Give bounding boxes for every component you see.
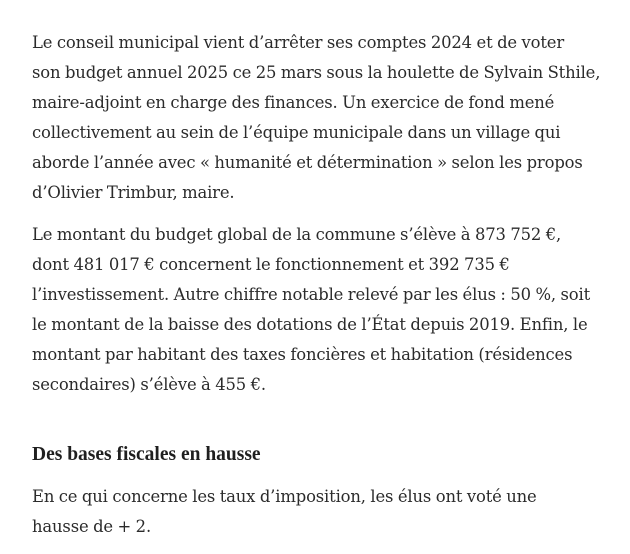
text-line: Le montant du budget global de la commune s’élève à 873 752 €, xyxy=(32,225,562,244)
text-line: le montant de la baisse des dotations de l’État depuis 2019. Enfin, le xyxy=(32,315,588,334)
text-line: hausse de + 2. xyxy=(32,517,152,536)
article-paragraph-3 xyxy=(32,482,592,542)
text-line: d’Olivier Trimbur, maire. xyxy=(32,183,235,202)
text-line: son budget annuel 2025 ce 25 mars sous la houlette de Sylvain Sthile, xyxy=(32,63,601,82)
text-line: l’investissement. Autre chiffre notable relevé par les élus : 50 %, soit xyxy=(32,285,591,304)
article-paragraph-2 xyxy=(32,220,592,400)
text-line: aborde l’année avec « humanité et détermination » selon les propos xyxy=(32,153,583,172)
text-line: En ce qui concerne les taux d’imposition, les élus ont voté une xyxy=(32,487,537,506)
text-line: montant par habitant des taxes foncières et habitation (résidences xyxy=(32,345,573,364)
text-line: Le conseil municipal vient d’arrêter ses comptes 2024 et de voter xyxy=(32,33,565,52)
article-paragraph-1 xyxy=(32,28,601,208)
text-line: maire-adjoint en charge des finances. Un exercice de fond mené xyxy=(32,93,555,112)
section-heading: Des bases fiscales en hausse xyxy=(32,444,261,465)
text-line: collectivement au sein de l’équipe municipale dans un village qui xyxy=(32,123,561,142)
article-body xyxy=(32,28,601,554)
text-line: secondaires) s’élève à 455 €. xyxy=(32,375,266,394)
text-line: dont 481 017 € concernent le fonctionnement et 392 735 € xyxy=(32,255,510,274)
